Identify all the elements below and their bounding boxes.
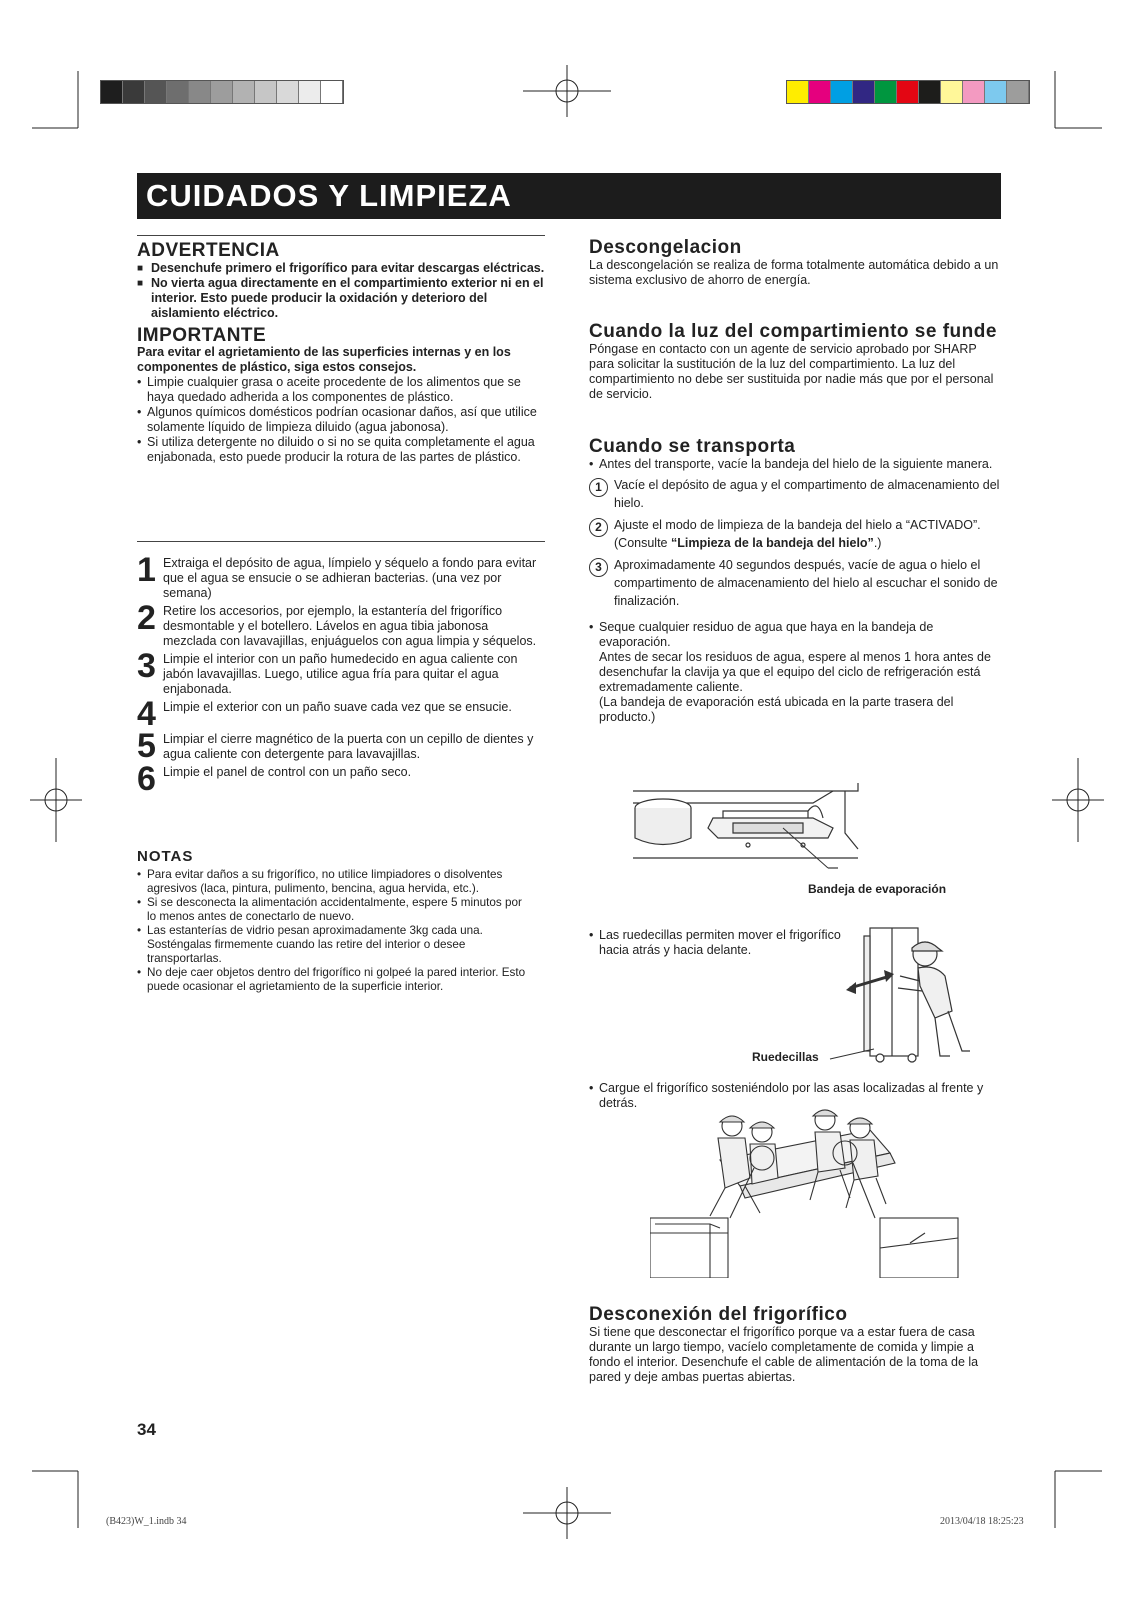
notas-item: • Si se desconecta la alimentación accidentalmente, espere 5 minutos por lo menos antes de conectarlo de nuevo. [137,896,527,924]
luz-heading: Cuando la luz del compartimiento se funde [589,321,997,342]
importante-item: • Algunos químicos domésticos podrían ocasionar daños, así que utilice solamente líquido de limpieza diluido (agua jabonosa). [137,405,545,435]
color-calibration-bar [786,80,1030,104]
divider [137,541,545,542]
step-number: 1 [589,478,608,497]
advertencia-item: ■ No vierta agua directamente en el compartimiento exterior ni en el interior. Esto puede producir la oxidación y deterioro del aislamiento eléctrico. [137,276,545,321]
step-text [614,516,1001,552]
gray-swatch [299,81,321,103]
transport-step [589,476,1001,512]
file-info: (B423)W_1.indb 34 [106,1516,187,1527]
cleaning-step [137,647,545,697]
luz-text: Póngase en contacto con un agente de servicio aprobado por SHARP para solicitar la sustitución de la luz del compartimiento. La luz del compartimiento no debe ser sustituida por nadie más que por el personal de servicio. [589,342,994,401]
label-ruedecillas: Ruedecillas [752,1050,819,1064]
cleaning-steps [137,551,545,798]
step-text: Limpie el interior con un paño humedecido en agua caliente con jabón lavavajillas. Luego, utilice agua fría para quitar el agua enjabonada. [163,652,518,696]
step-text-a: Ajuste el modo de limpieza de la bandeja del hielo a “ACTIVADO”. (Consulte [614,518,981,550]
gray-swatch [321,81,343,103]
desconexion-heading: Desconexión del frigorífico [589,1304,848,1325]
notas-heading: NOTAS [137,848,194,865]
descongelacion-heading: Descongelacion [589,237,742,258]
seque-item [589,620,1001,725]
transporta-heading: Cuando se transporta [589,436,796,457]
step-text: Retire los accesorios, por ejemplo, la estantería del frigorífico desmontable y el botellero. Lávelos en agua tibia jabonosa mezclada con lavavajillas, enjuáguelos con agua limpia y séquelos. [163,604,537,648]
step-text: Limpie el exterior con un paño suave cada vez que se ensucie. [163,700,512,714]
evaporation-tray-illustration [633,783,883,883]
grayscale-calibration-bar [100,80,344,104]
color-swatch [941,81,963,103]
descongelacion-section [589,237,1001,288]
step-text: Extraiga el depósito de agua, límpielo y séquelo a fondo para evitar que el agua se ensucie o se adhieran bacterias. (una vez por semana) [163,556,537,600]
seque-line: (La bandeja de evaporación está ubicada en la parte trasera del producto.) [599,695,954,724]
desconexion-section [589,1304,1001,1385]
step-number: 6 [137,760,156,798]
seque-line: • Seque cualquier residuo de agua que haya en la bandeja de evaporación. [599,620,934,649]
gray-swatch [277,81,299,103]
step-number: 4 [137,695,156,733]
title-banner [137,173,1001,219]
cleaning-step [137,551,545,601]
transport-step [589,556,1001,610]
gray-swatch [211,81,233,103]
step-text: Limpiar el cierre magnético de la puerta con un cepillo de dientes y agua caliente con detergente para lavavajillas. [163,732,534,761]
color-swatch [875,81,897,103]
descongelacion-text: La descongelación se realiza de forma totalmente automática debido a un sistema exclusivo de ahorro de energía. [589,258,999,287]
transport-step [589,516,1001,552]
gray-swatch [233,81,255,103]
step-number: 2 [589,518,608,537]
advertencia-section [137,240,545,465]
step-number: 2 [137,599,156,637]
page-number: 34 [137,1420,156,1439]
step-text-c: .) [873,536,882,550]
color-swatch [985,81,1007,103]
color-swatch [897,81,919,103]
cargue-text-wrap [589,1081,1001,1111]
importante-item: • Si utiliza detergente no diluido o si no se quita completamente el agua enjabonada, esto puede producir la rotura de las partes de plástico. [137,435,545,465]
importante-item: • Limpie cualquier grasa o aceite procedente de los alimentos que se haya quedado adherida a los componentes de plástico. [137,375,545,405]
advertencia-item: ■ Desenchufe primero el frigorífico para evitar descargas eléctricas. [137,261,545,276]
notas-section [137,850,527,994]
desconexion-text: Si tiene que desconectar el frigorífico porque va a estar fuera de casa durante un largo tiempo, vacíelo completamente de comida y limpie a fondo el interior. Desenchufe el cable de alimentación de la toma de la pared y deje ambas puertas abiertas. [589,1325,979,1384]
luz-section [589,321,1001,402]
color-swatch [963,81,985,103]
cleaning-step [137,695,545,733]
color-swatch [787,81,809,103]
gray-swatch [255,81,277,103]
divider [137,235,545,236]
importante-intro: Para evitar el agrietamiento de las superficies internas y en los componentes de plástico, siga estos consejos. [137,345,511,374]
step-number: 3 [589,558,608,577]
color-swatch [809,81,831,103]
notas-item: • Las estanterías de vidrio pesan aproximadamente 3kg cada una. Sosténgalas firmemente cuando las retire del interior o desee transportarlas. [137,924,527,966]
color-swatch [1007,81,1029,103]
importante-heading: IMPORTANTE [137,325,267,346]
ruedecillas-text: • Las ruedecillas permiten mover el frigorífico hacia atrás y hacia delante. [589,928,849,958]
gray-swatch [189,81,211,103]
seque-line: Antes de secar los residuos de agua, espere al menos 1 hora antes de desenchufar la clavija ya que el equipo del ciclo de refrigeración está extremadamente caliente. [599,650,991,694]
step-reference: “Limpieza de la bandeja del hielo” [670,536,874,550]
ruedecillas-pointer [828,1045,878,1065]
color-swatch [831,81,853,103]
step-number: 1 [137,551,156,589]
color-swatch [853,81,875,103]
step-text: Vacíe el depósito de agua y el compartimento de almacenamiento del hielo. [614,478,1000,510]
step-text: Aproximadamente 40 segundos después, vacíe de agua o hielo el compartimento de almacenamiento del hielo al escuchar el sonido de finalización. [614,558,998,608]
page-title: CUIDADOS Y LIMPIEZA [146,178,512,213]
cleaning-step [137,760,545,798]
timestamp: 2013/04/18 18:25:23 [940,1516,1024,1527]
cargue-text: • Cargue el frigorífico sosteniéndolo por las asas localizadas al frente y detrás. [589,1081,1001,1111]
transporta-section [589,436,1001,725]
gray-swatch [123,81,145,103]
ruedecillas-text-wrap [589,928,849,958]
notas-item: • Para evitar daños a su frigorífico, no utilice limpiadores o disolventes agresivos (laca, pintura, pulimento, bencina, agua hervida, etc.). [137,868,527,896]
carrying-fridge-illustration [650,1108,980,1278]
cleaning-step [137,599,545,649]
gray-swatch [167,81,189,103]
gray-swatch [145,81,167,103]
notas-item: • No deje caer objetos dentro del frigorífico ni golpeé la pared interior. Esto puede ocasionar el agrietamiento de la superficie interior. [137,966,527,994]
gray-swatch [101,81,123,103]
label-bandeja: Bandeja de evaporación [808,882,947,896]
step-text: Limpie el panel de control con un paño seco. [163,765,412,779]
step-number: 3 [137,647,156,685]
color-swatch [919,81,941,103]
step-number: 5 [137,727,156,765]
advertencia-heading: ADVERTENCIA [137,240,280,261]
cleaning-step [137,727,545,765]
transporta-intro: • Antes del transporte, vacíe la bandeja del hielo de la siguiente manera. [589,457,1001,472]
